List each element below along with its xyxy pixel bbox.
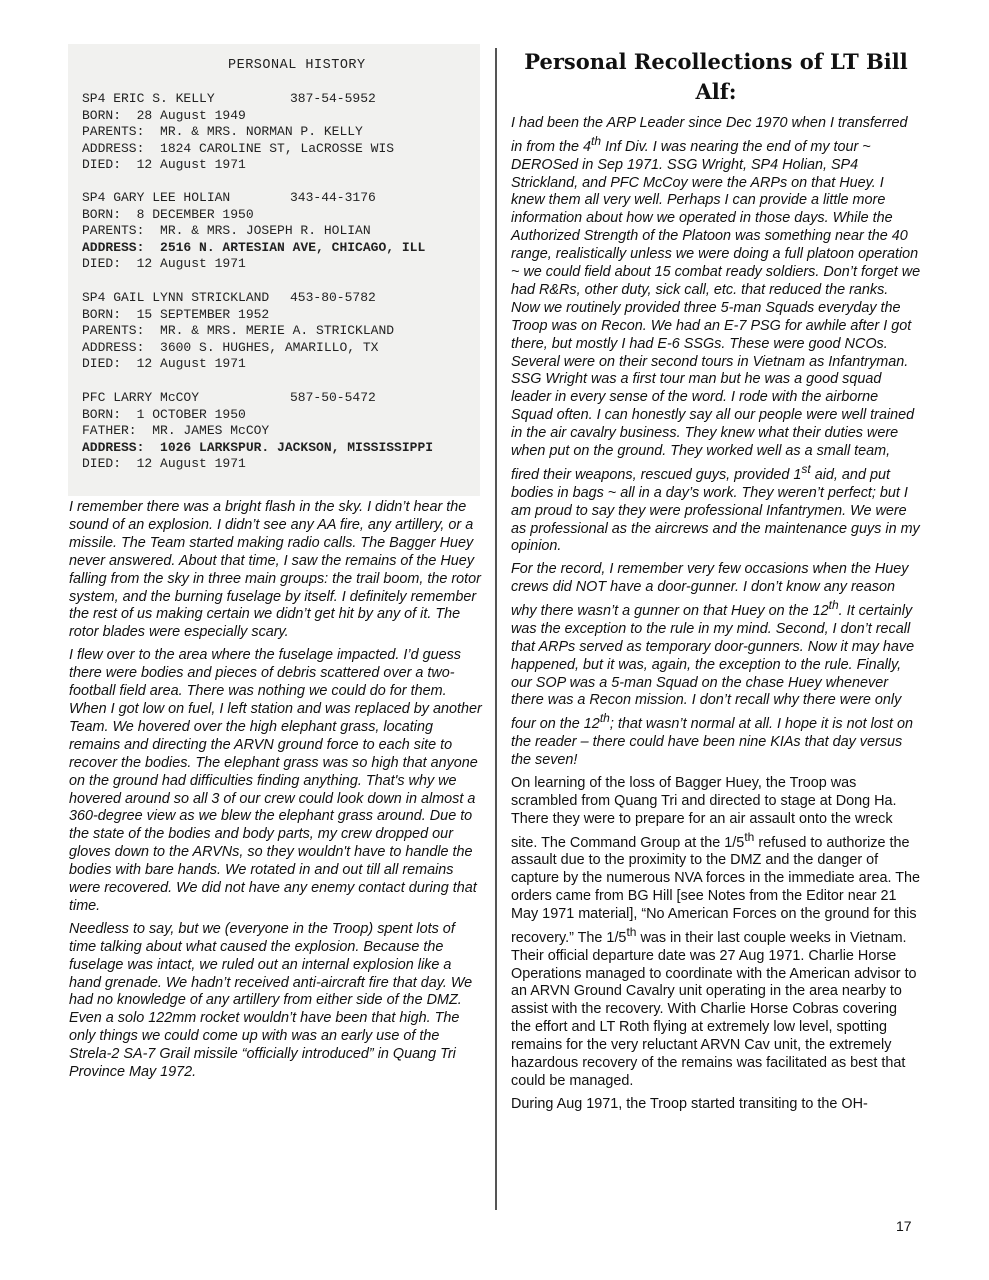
record-field: ADDRESS: 1824 CAROLINE ST, LaCROSSE WIS <box>82 140 395 156</box>
record-holian <box>82 190 472 273</box>
column-divider <box>495 48 497 1210</box>
record-field: PARENTS: MR. & MRS. NORMAN P. KELLY <box>82 124 363 140</box>
record-id: 587-50-5472 <box>290 390 376 405</box>
personal-history-title: PERSONAL HISTORY <box>228 58 366 73</box>
left-paragraph: I flew over to the area where the fuselage impacted. I’d guess there were bodies and pieces of debris scattered over a two-football field area. There was nothing we could do for them. When I got low on fuel, I left station and was replaced by another Team. We hovered over the high elephant grass, locating remains and directing the ARVN ground force to each site to recover the bodies. The elephant grass was so high that anyone on the ground had difficulties finding anything. That's why we hovered around so all 3 of our crew could look down in almost a 360-degree view as we blew the elephant grass around. Due to the state of the bodies and body parts, my crew dropped our gloves down to the ARVNs, so they wouldn't have to handle the bodies with bare hands. We rotated in and out till all remains were recovered. We did not have any enemy contact during that time. <box>69 647 482 914</box>
record-name: SP4 GARY LEE HOLIAN <box>82 190 231 205</box>
record-name: PFC LARRY McCOY <box>82 390 200 405</box>
left-paragraph: Needless to say, but we (everyone in the Troop) spent lots of time talking about what caused the explosion. Because the fuselage was intact, we ruled out an internal explosion like a hand grenade. We hadn’t received anti-aircraft fire that day. We had no knowledge of any artillery from either side of the DMZ. Even a solo 122mm rocket wouldn’t have been that high. The only things we could come up with was an early use of the Strela-2 SA-7 Grail missile “officially introduced” in Quang Tri Province May 1972. <box>69 920 473 1081</box>
record-field: DIED: 12 August 1971 <box>82 157 246 173</box>
record-id: 453-80-5782 <box>290 290 376 305</box>
page-number: 17 <box>896 1218 912 1234</box>
right-paragraph-2: For the record, I remember very few occasions when the Huey crews did NOT have a door-gunner. I don’t know any reason why there wasn’t a gunner on that Huey on the 12th. It certainly was the exception to the rule in my mind. Second, I don’t recall that ARPs served as temporary door-gunners. Now it may have happened, but it was, again, the exception to the rule. Finally, our SOP was a 5-man Squad on the chase Huey whenever there was a Recon mission. I don’t recall why there were only four on the 12th; that wasn’t normal at all. I hope it is not lost on the reader – there could have been nine KIAs that day versus the seven! <box>511 561 915 768</box>
record-field: ADDRESS: 2516 N. ARTESIAN AVE, CHICAGO, ILL <box>82 239 426 255</box>
record-id: 343-44-3176 <box>290 190 376 205</box>
record-mccoy <box>82 390 472 473</box>
record-field: PARENTS: MR. & MRS. JOSEPH R. HOLIAN <box>82 223 371 239</box>
left-column <box>69 499 483 1087</box>
record-field: BORN: 28 August 1949 <box>82 107 246 123</box>
right-column <box>511 47 921 1119</box>
record-field: FATHER: MR. JAMES McCOY <box>82 423 270 439</box>
right-paragraph-3: On learning of the loss of Bagger Huey, the Troop was scrambled from Quang Tri and directed to stage at Dong Ha. There they were to prepare for an air assault onto the wreck site. The Command Group at the 1/5th refused to authorize the assault due to the proximity to the DMZ and the danger of capture by the numerous NVA forces in the immediate area. The orders came from BG Hill [see Notes from the Editor near 21 May 1971 material], “No American Forces on the ground for this recovery.” The 1/5th was in their last couple weeks in Vietnam. Their official departure date was 27 Aug 1971. Charlie Horse Operations managed to coordinate with the American advisor to an ARVN Ground Cavalry unit operating in the area nearby to assist with the recovery. With Charlie Horse Cobras covering the effort and LT Roth flying at extremely low level, spotting remains for the very reluctant ARVN Cav unit, the extremely hazardous recovery of the remains was facilitated as best that could be managed. <box>511 774 921 1089</box>
record-field: DIED: 12 August 1971 <box>82 256 246 272</box>
record-field: BORN: 1 OCTOBER 1950 <box>82 406 246 422</box>
record-name: SP4 GAIL LYNN STRICKLAND <box>82 290 270 305</box>
record-field: ADDRESS: 1026 LARKSPUR. JACKSON, MISSISSIPPI <box>82 439 434 455</box>
record-id: 387-54-5952 <box>290 91 376 106</box>
record-field: BORN: 15 SEPTEMBER 1952 <box>82 306 270 322</box>
record-name: SP4 ERIC S. KELLY <box>82 91 215 106</box>
record-field: ADDRESS: 3600 S. HUGHES, AMARILLO, TX <box>82 339 379 355</box>
record-field: BORN: 8 DECEMBER 1950 <box>82 206 254 222</box>
personal-history-document <box>68 44 480 496</box>
record-field: PARENTS: MR. & MRS. MERIE A. STRICKLAND <box>82 323 395 339</box>
record-field: DIED: 12 August 1971 <box>82 456 246 472</box>
record-kelly <box>82 91 472 174</box>
record-strickland <box>82 290 472 373</box>
right-paragraph-4: During Aug 1971, the Troop started transiting to the OH- <box>511 1095 868 1112</box>
article-heading: Personal Recollections of LT Bill Alf: <box>524 49 908 104</box>
left-paragraph: I remember there was a bright flash in the sky. I didn’t hear the sound of an explosion. I didn’t see any AA fire, any artillery, or a missile. The Team started making radio calls. The Bagger Huey never answered. About that time, I saw the remains of the Huey falling from the sky in three main groups: the trail boom, the rotor system, and the burning fuselage by itself. I definitely remember the rest of us making certain we didn’t get hit by any of it. The rotor blades were especially scary. <box>69 499 481 641</box>
right-paragraph-1: I had been the ARP Leader since Dec 1970 when I transferred in from the 4th Inf Div. I was nearing the end of my tour ~ DEROSed in Sep 1971. SSG Wright, SP4 Holian, SP4 Strickland, and PFC McCoy were the ARPs on that Huey. I knew them all very well. Perhaps I can provide a little more information about how we operated in those days. While the Authorized Strength of the Platoon was something near the 40 range, realistically unless we were doing a full platoon operation ~ we could field about 15 combat ready soldiers. Don’t forget we had R&Rs, other duty, sick call, etc. that reduced the ranks. Now we routinely provided three 5-man Squads everyday the Troop was on Recon. We had an E-7 PSG for awhile after I got there, but mostly I had E-6 SSGs. These were good NCOs. Several were on their second tours in Vietnam as Infantryman. SSG Wright was a first tour man but he was a good squad leader in every sense of the word. I rode with the airborne Squad often. I can honestly say all our people were well trained in the air cavalry business. They knew what their duties were when put on the ground. They worked well as a small team, fired their weapons, rescued guys, provided 1st aid, and put bodies in bags ~ all in a day’s work. They weren’t perfect; but I am proud to say they were professional Infantrymen. We were as professional as the aircrews and the maintenance guys in my opinion. <box>511 115 921 555</box>
record-field: DIED: 12 August 1971 <box>82 356 246 372</box>
